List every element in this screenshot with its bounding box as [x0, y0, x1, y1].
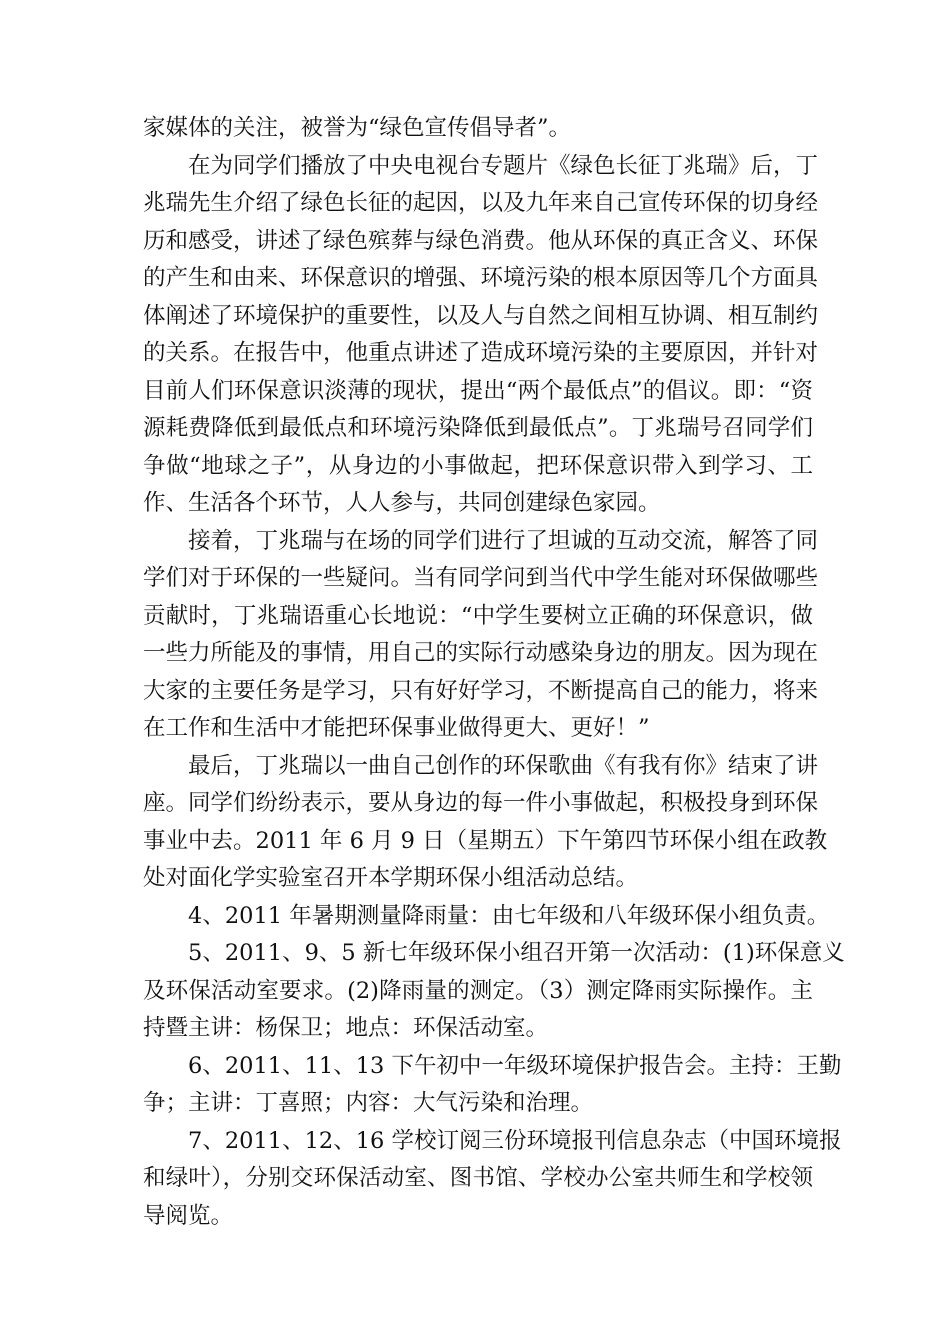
list-item: 6、2011、11、13 下午初中一年级环境保护报告会。主持：王勤 — [188, 1052, 842, 1079]
text-line: 及环保活动室要求。(2)降雨量的测定。（3）测定降雨实际操作。主 — [143, 977, 813, 1004]
document-body — [143, 110, 845, 1235]
text-line: 家媒体的关注，被誉为“绿色宣传倡导者”。 — [143, 115, 572, 141]
text-line: 兆瑞先生介绍了绿色长征的起因，以及九年来自己宣传环保的切身经 — [143, 190, 819, 216]
text-line: 最后，丁兆瑞以一曲自己创作的环保歌曲《有我有你》结束了讲 — [188, 752, 819, 779]
text-line: 学们对于环保的一些疑问。当有同学问到当代中学生能对环保做哪些 — [143, 565, 819, 591]
text-line: 争；主讲：丁喜照；内容：大气污染和治理。 — [143, 1090, 594, 1116]
text-line: 历和感受，讲述了绿色殡葬与绿色消费。他从环保的真正含义、环保 — [143, 227, 819, 254]
text-line: 事业中去。2011 年 6 月 9 日（星期五）下午第四节环保小组在政教 — [143, 827, 828, 854]
text-line: 处对面化学实验室召开本学期环保小组活动总结。 — [143, 865, 639, 891]
text-line: 座。同学们纷纷表示，要从身边的每一件小事做起，积极投身到环保 — [143, 790, 819, 816]
text-line: 争做“地球之子”，从身边的小事做起，把环保意识带入到学习、工 — [143, 452, 813, 479]
text-line: 的关系。在报告中，他重点讲述了造成环境污染的主要原因，并针对 — [143, 340, 819, 366]
text-line: 体阐述了环境保护的重要性，以及人与自然之间相互协调、相互制约 — [143, 302, 819, 329]
text-line: 的产生和由来、环保意识的增强、环境污染的根本原因等几个方面具 — [143, 265, 819, 291]
text-line: 大家的主要任务是学习，只有好好学习，不断提高自己的能力，将来 — [143, 677, 819, 704]
list-item: 5、2011、9、5 新七年级环保小组召开第一次活动：(1)环保意义 — [188, 940, 845, 966]
text-line: 在工作和生活中才能把环保事业做得更大、更好！” — [143, 715, 650, 741]
text-line: 贡献时，丁兆瑞语重心长地说：“中学生要树立正确的环保意识，做 — [143, 602, 813, 629]
text-line: 和绿叶），分别交环保活动室、图书馆、学校办公室共师生和学校领 — [143, 1165, 813, 1191]
text-line: 在为同学们播放了中央电视台专题片《绿色长征丁兆瑞》后，丁 — [188, 152, 819, 179]
text-line: 接着，丁兆瑞与在场的同学们进行了坦诚的互动交流，解答了同 — [188, 527, 819, 554]
text-line: 导阅览。 — [143, 1202, 234, 1229]
list-item: 7、2011、12、16 学校订阅三份环境报刊信息杂志（中国环境报 — [188, 1127, 842, 1154]
text-line: 一些力所能及的事情，用自己的实际行动感染身边的朋友。因为现在 — [143, 640, 819, 666]
text-line: 持暨主讲：杨保卫；地点：环保活动室。 — [143, 1015, 549, 1041]
text-line: 作、生活各个环节，人人参与，共同创建绿色家园。 — [143, 490, 661, 516]
text-line: 目前人们环保意识淡薄的现状，提出“两个最低点”的倡议。即：“资 — [143, 377, 813, 404]
list-item: 4、2011 年暑期测量降雨量：由七年级和八年级环保小组负责。 — [188, 902, 830, 929]
text-line: 源耗费降低到最低点和环境污染降低到最低点”。丁兆瑞号召同学们 — [143, 415, 813, 441]
